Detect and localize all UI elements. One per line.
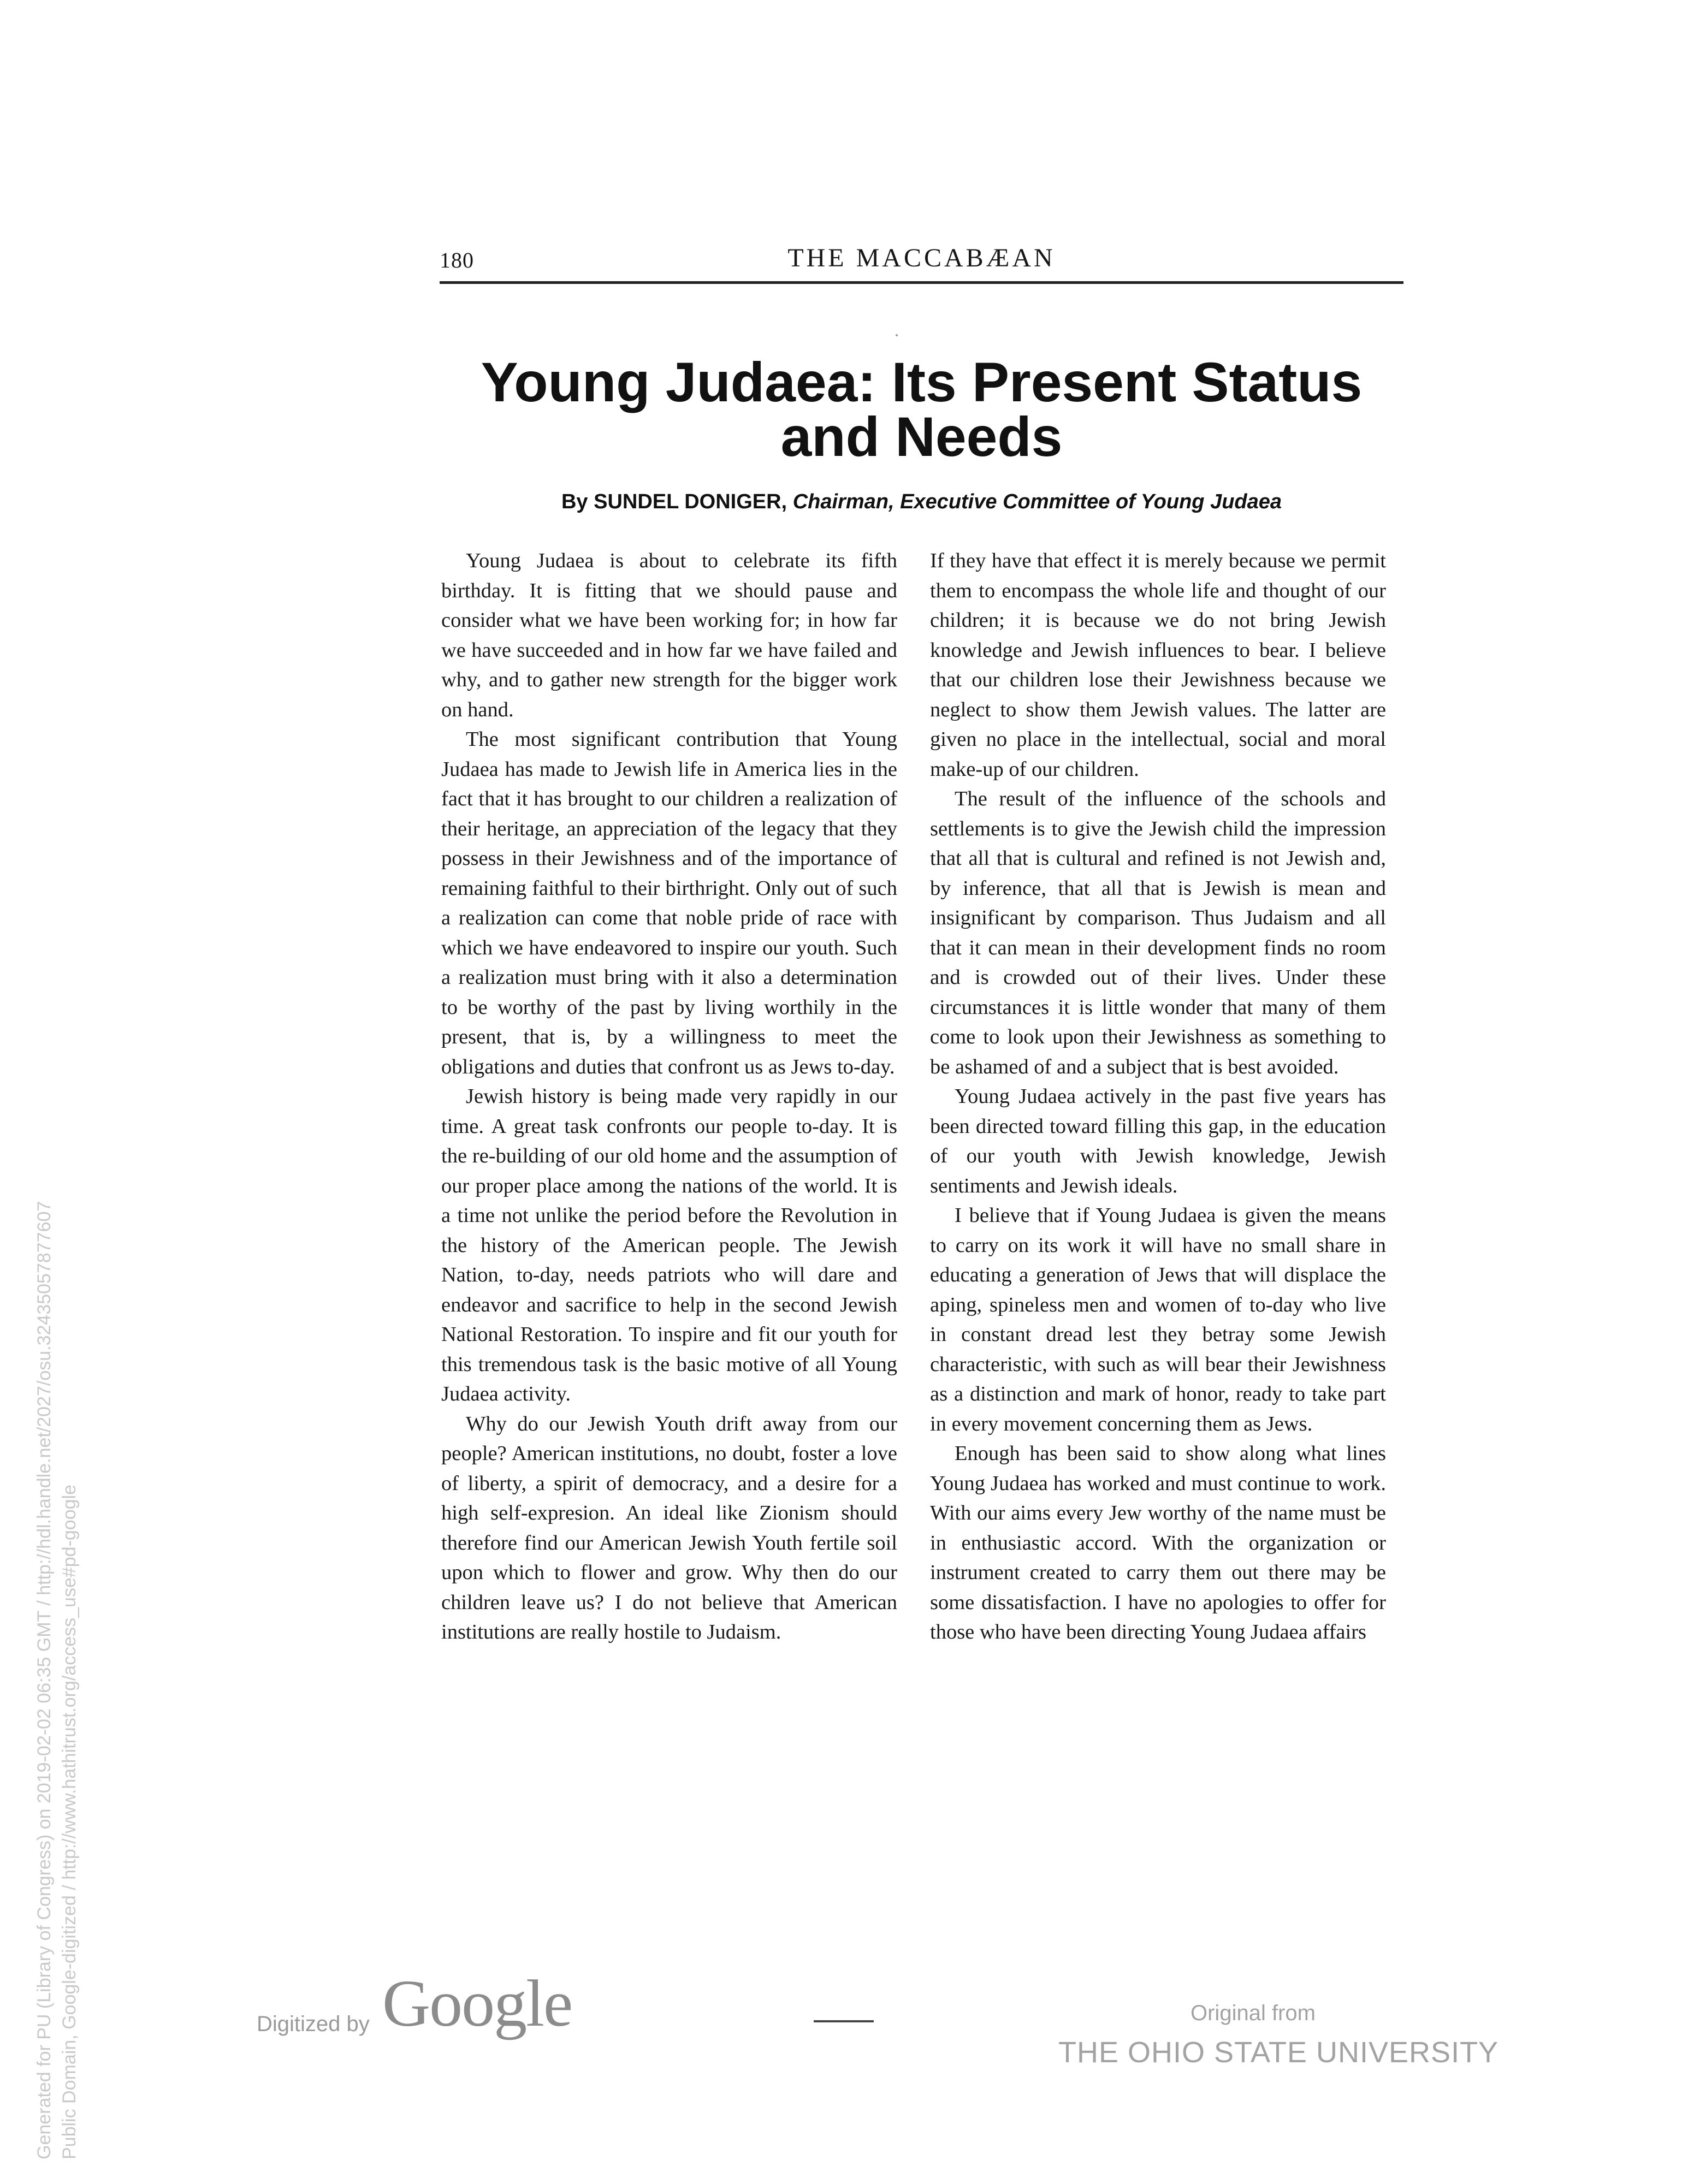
scan-speck xyxy=(896,334,898,336)
side-watermark-line-1: Generated for PU (Library of Congress) on 2019-02-02 06:35 GMT / http://hdl.handle.net/2027/osu.32435057877607 xyxy=(34,1201,55,2159)
paragraph: Young Judaea is about to celebrate its fifth birthday. It is fitting that we should pause and consider what we have been working for; in how far we have succeeded and in how far we have failed and why, and to gather new strength for the bigger work on hand. xyxy=(441,549,897,721)
article-title xyxy=(440,351,1403,468)
paragraph: Jewish history is being made very rapidly in our time. A great task confronts our people to-day. It is the re-building of our old home and the assumption of our proper place among the nations of the world. It is a time not unlike the period before the Revolution in the history of the American people. The Jewish Nation, to-day, needs patriots who will dare and endeavor and sacrifice to help in the second Jewish National Restoration. To inspire and fit our youth for this tremendous task is the basic motive of all Young Judaea activity. xyxy=(441,1085,897,1405)
institution-name: THE OHIO STATE UNIVERSITY xyxy=(1058,2036,1499,2069)
byline-by: By xyxy=(561,490,588,513)
paragraph-continued: If they have that effect it is merely because we permit them to encompass the whole life and thought of our children; it is because we do not bring Jewish knowledge and Jewish influences to bear. I believe that our children lose their Jewishness because we neglect to show them Jewish values. The latter are given no place in the intellectual, social and moral make-up of our children. xyxy=(930,549,1386,781)
google-logo: Google xyxy=(382,1967,572,2040)
paragraph: The result of the influence of the schools and settlements is to give the Jewish child the impression that all that is cultural and refined is not Jewish and, by inference, that all that is Jewish is mean and insignificant by comparison. Thus Judaism and all that it can mean in their development finds no room and is crowded out of their lives. Under these circumstances it is little wonder that many of them come to look upon their Jewishness as something to be ashamed of and a subject that is best avoided. xyxy=(930,787,1386,1078)
left-column xyxy=(441,546,897,1900)
running-head xyxy=(440,243,1403,284)
paragraph: The most significant contribution that Young Judaea has made to Jewish life in America lies in the fact that it has brought to our children a realization of their heritage, an appreciation of the legacy that they possess in their Jewishness and of the importance of remaining faithful to their birthright. Only out of such a realization can come that noble pride of race with which we have endeavored to inspire our youth. Such a realization must bring with it also a determination to be worthy of the past by living worthily in the present, that is, by a willingness to meet the obligations and duties that confront us as Jews to-day. xyxy=(441,728,897,1078)
page-number: 180 xyxy=(440,248,474,272)
paragraph: Young Judaea actively in the past five years has been directed toward filling this gap, in the education of our youth with Jewish knowledge, Jewish sentiments and Jewish ideals. xyxy=(930,1085,1386,1197)
hathitrust-side-watermark xyxy=(32,1201,82,2159)
side-watermark-line-2: Public Domain, Google-digitized / http://www.hathitrust.org/access_use#pd-google xyxy=(59,1484,80,2159)
byline xyxy=(440,490,1403,514)
byline-role: Chairman, Executive Committee of Young Judaea xyxy=(792,490,1282,513)
title-line-1: Young Judaea: Its Present Status xyxy=(481,351,1363,413)
paragraph: I believe that if Young Judaea is given the means to carry on its work it will have no small share in educating a generation of Jews that will displace the aping, spineless men and women of to-day who live in constant dread lest they betray some Jewish characteristic, with such as will bear their Jewishness as a distinction and mark of honor, ready to take part in every movement concerning them as Jews. xyxy=(930,1204,1386,1435)
original-from-label: Original from xyxy=(1191,2001,1316,2025)
digitized-by-label: Digitized by xyxy=(257,2012,370,2036)
footer-rule xyxy=(814,2020,874,2022)
byline-author: SUNDEL DONIGER, xyxy=(594,490,787,513)
journal-name: THE MACCABÆAN xyxy=(787,244,1056,272)
right-column xyxy=(930,546,1386,1900)
paragraph: Why do our Jewish Youth drift away from our people? American institutions, no doubt, foster a love of liberty, a spirit of democracy, and a desire for a high self-expresion. An ideal like Zionism should therefore find our American Jewish Youth fertile soil upon which to flower and grow. Why then do our children leave us? I do not believe that American institutions are really hostile to Judaism. xyxy=(441,1412,897,1643)
title-line-2: and Needs xyxy=(780,406,1063,468)
paragraph: Enough has been said to show along what lines Young Judaea has worked and must continue to work. With our aims every Jew worthy of the name must be in enthusiastic accord. With the organization or instrument created to carry them out there may be some dissatisfaction. I have no apologies to offer for those who have been directing Young Judaea affairs xyxy=(930,1442,1386,1643)
